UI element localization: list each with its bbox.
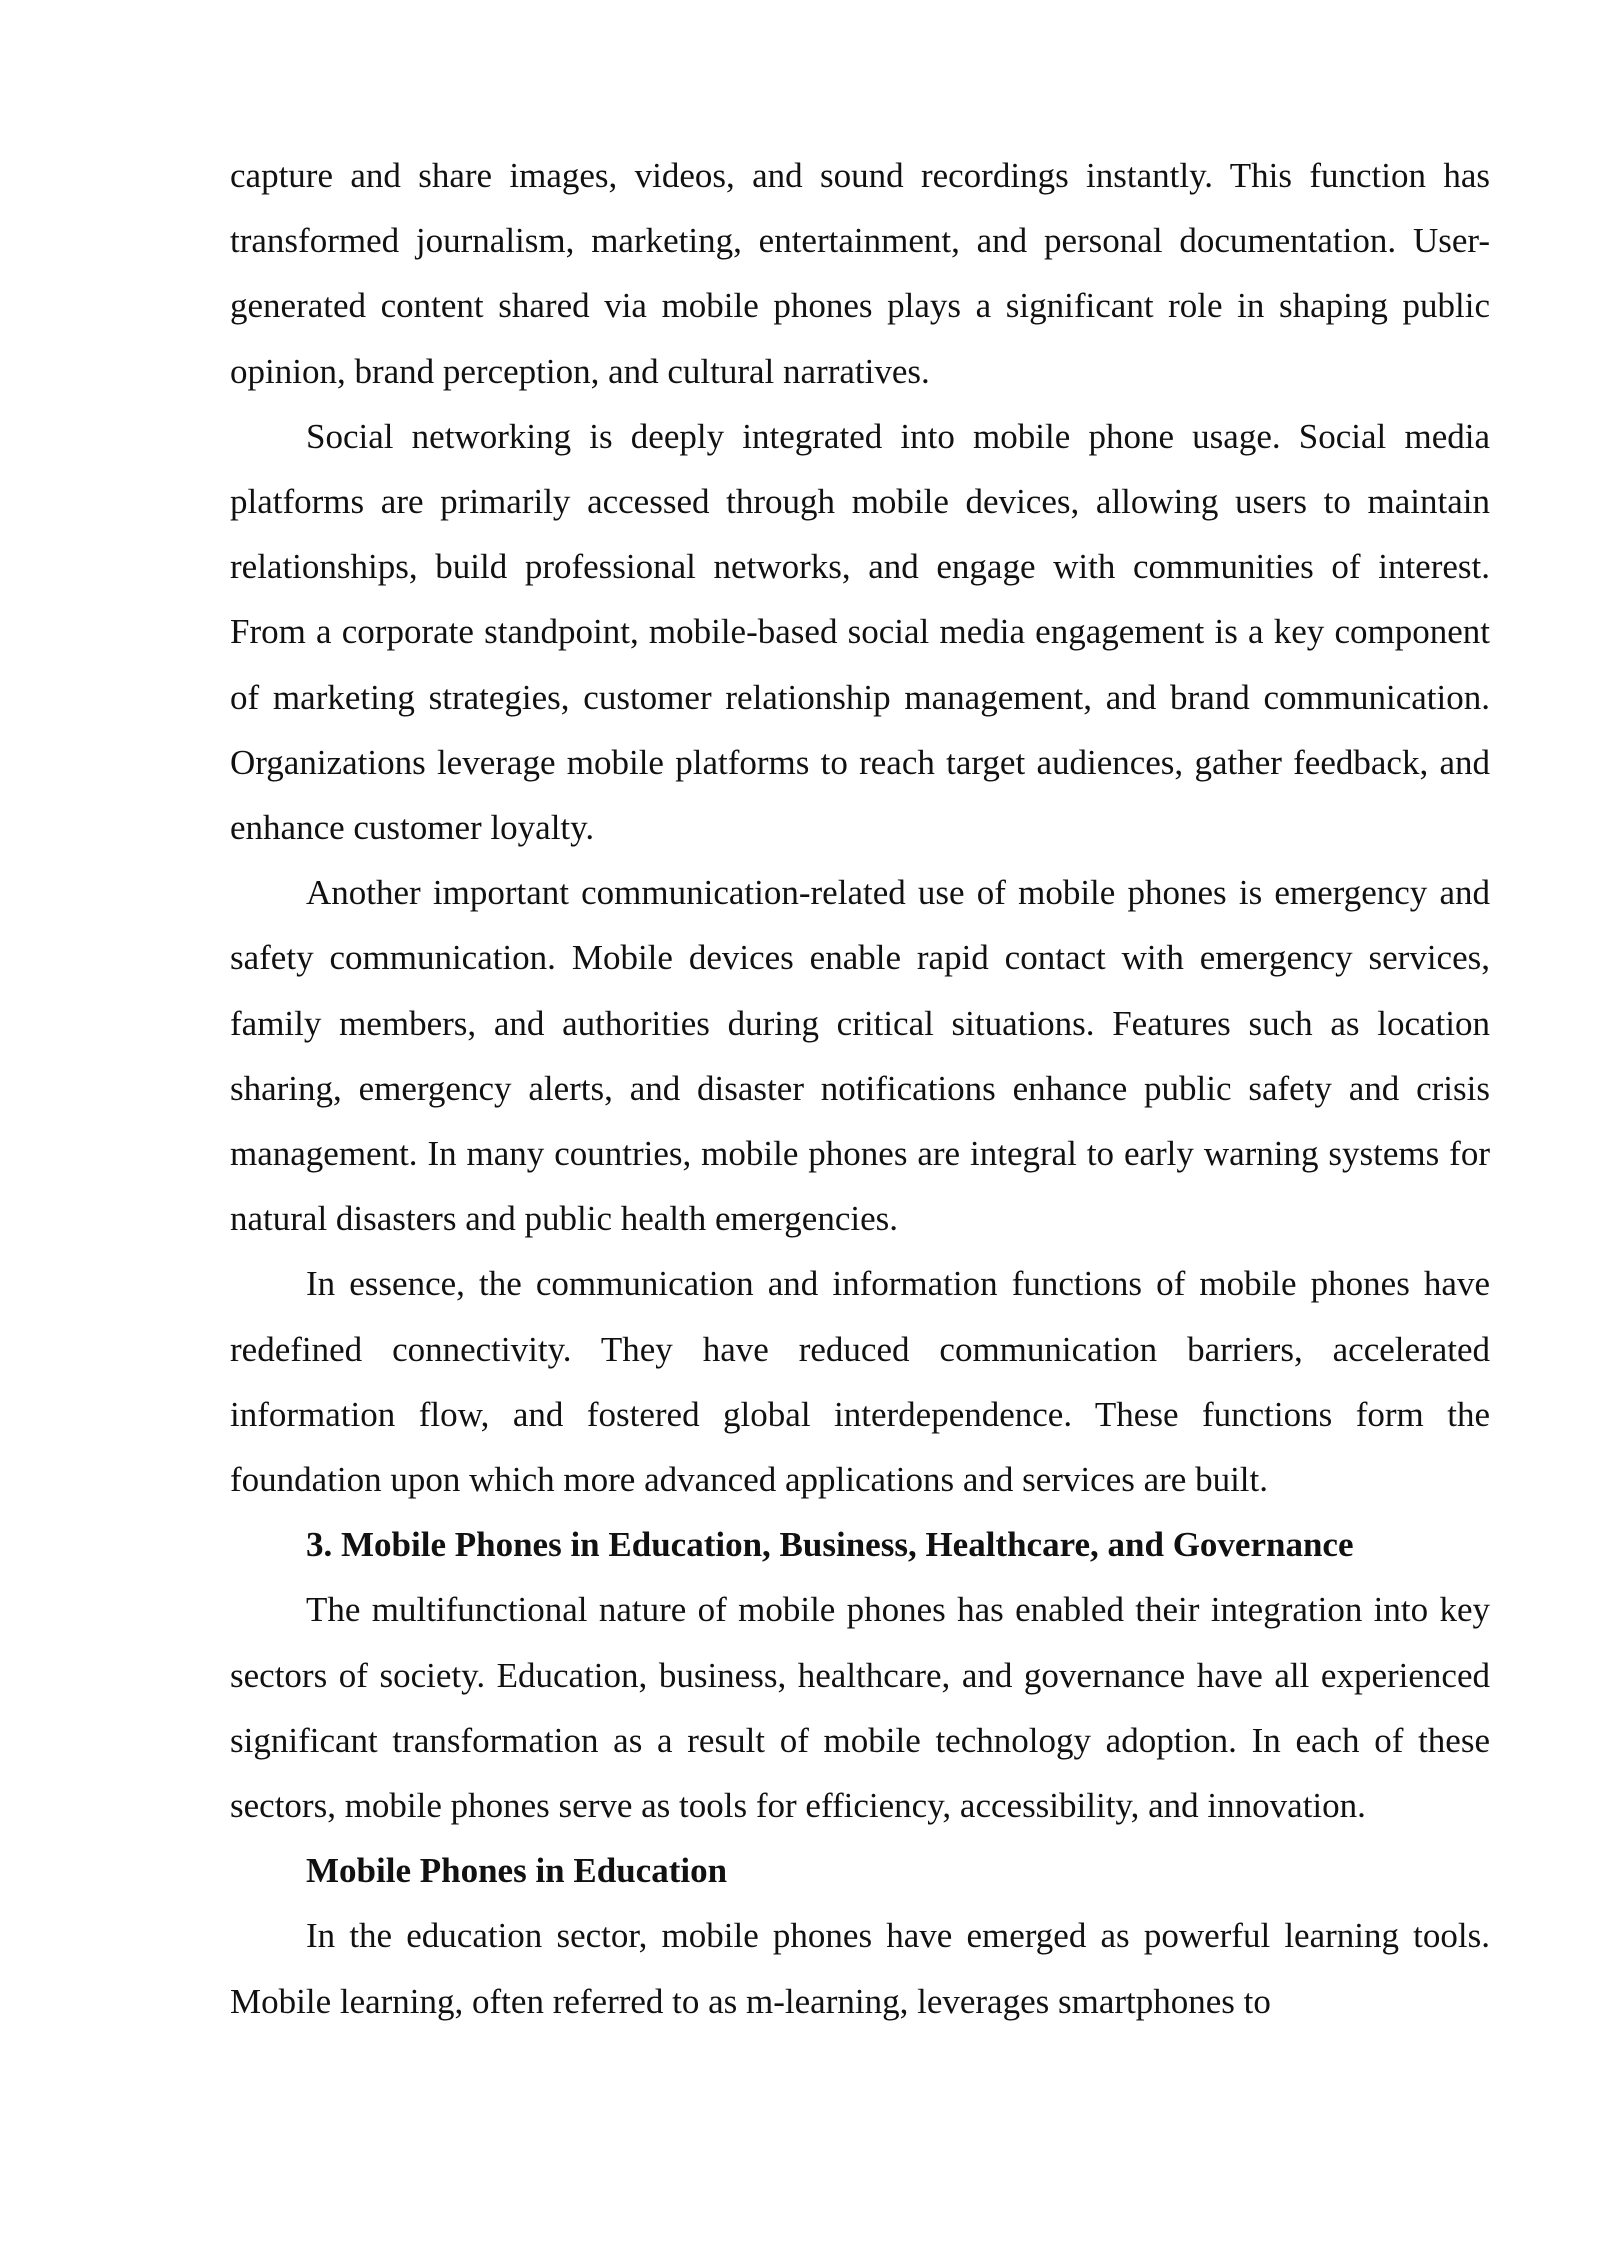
paragraph-emergency-communication: Another important communication-related use of mobile phones is emergency and safety communication. Mobile devices enable rapid contact with emergency services, family members, and authorities during critical situations. Features such as location sharing, emergency alerts, and disaster notifications enhance public safety and crisis management. In many countries, mobile phones are integral to early warning systems for natural disasters and public health emergencies. bbox=[230, 873, 1490, 1239]
paragraph-education: In the education sector, mobile phones have emerged as powerful learning tools. Mobile learning, often referred to as m-learning, leverages smartphones to bbox=[230, 1916, 1490, 2021]
paragraph-in-essence: In essence, the communication and information functions of mobile phones have redefined connectivity. They have reduced communication barriers, accelerated information flow, and fostered global interdependence. These functions form the foundation upon which more advanced applications and services are built. bbox=[230, 1264, 1490, 1500]
section-heading: 3. Mobile Phones in Education, Business, Healthcare, and Governance bbox=[306, 1525, 1354, 1565]
subsection-heading: Mobile Phones in Education bbox=[306, 1851, 728, 1891]
paragraph-continued: capture and share images, videos, and sound recordings instantly. This function has transformed journalism, marketing, entertainment, and personal documentation. User-generated content shared via mobile phones plays a significant role in shaping public opinion, brand perception, and cultural narratives. bbox=[230, 156, 1490, 391]
paragraph-multifunctional: The multifunctional nature of mobile phones has enabled their integration into key sectors of society. Education, business, healthcare, and governance have all experienced significant transformation as a result of mobile technology adoption. In each of these sectors, mobile phones serve as tools for efficiency, accessibility, and innovation. bbox=[230, 1590, 1490, 1826]
paragraph-social-networking: Social networking is deeply integrated into mobile phone usage. Social media platforms are primarily accessed through mobile devices, allowing users to maintain relationships, build professional networks, and engage with communities of interest. From a corporate standpoint, mobile-based social media engagement is a key component of marketing strategies, customer relationship management, and brand communication. Organizations leverage mobile platforms to reach target audiences, gather feedback, and enhance customer loyalty. bbox=[230, 416, 1490, 848]
document-body bbox=[230, 143, 1490, 2034]
